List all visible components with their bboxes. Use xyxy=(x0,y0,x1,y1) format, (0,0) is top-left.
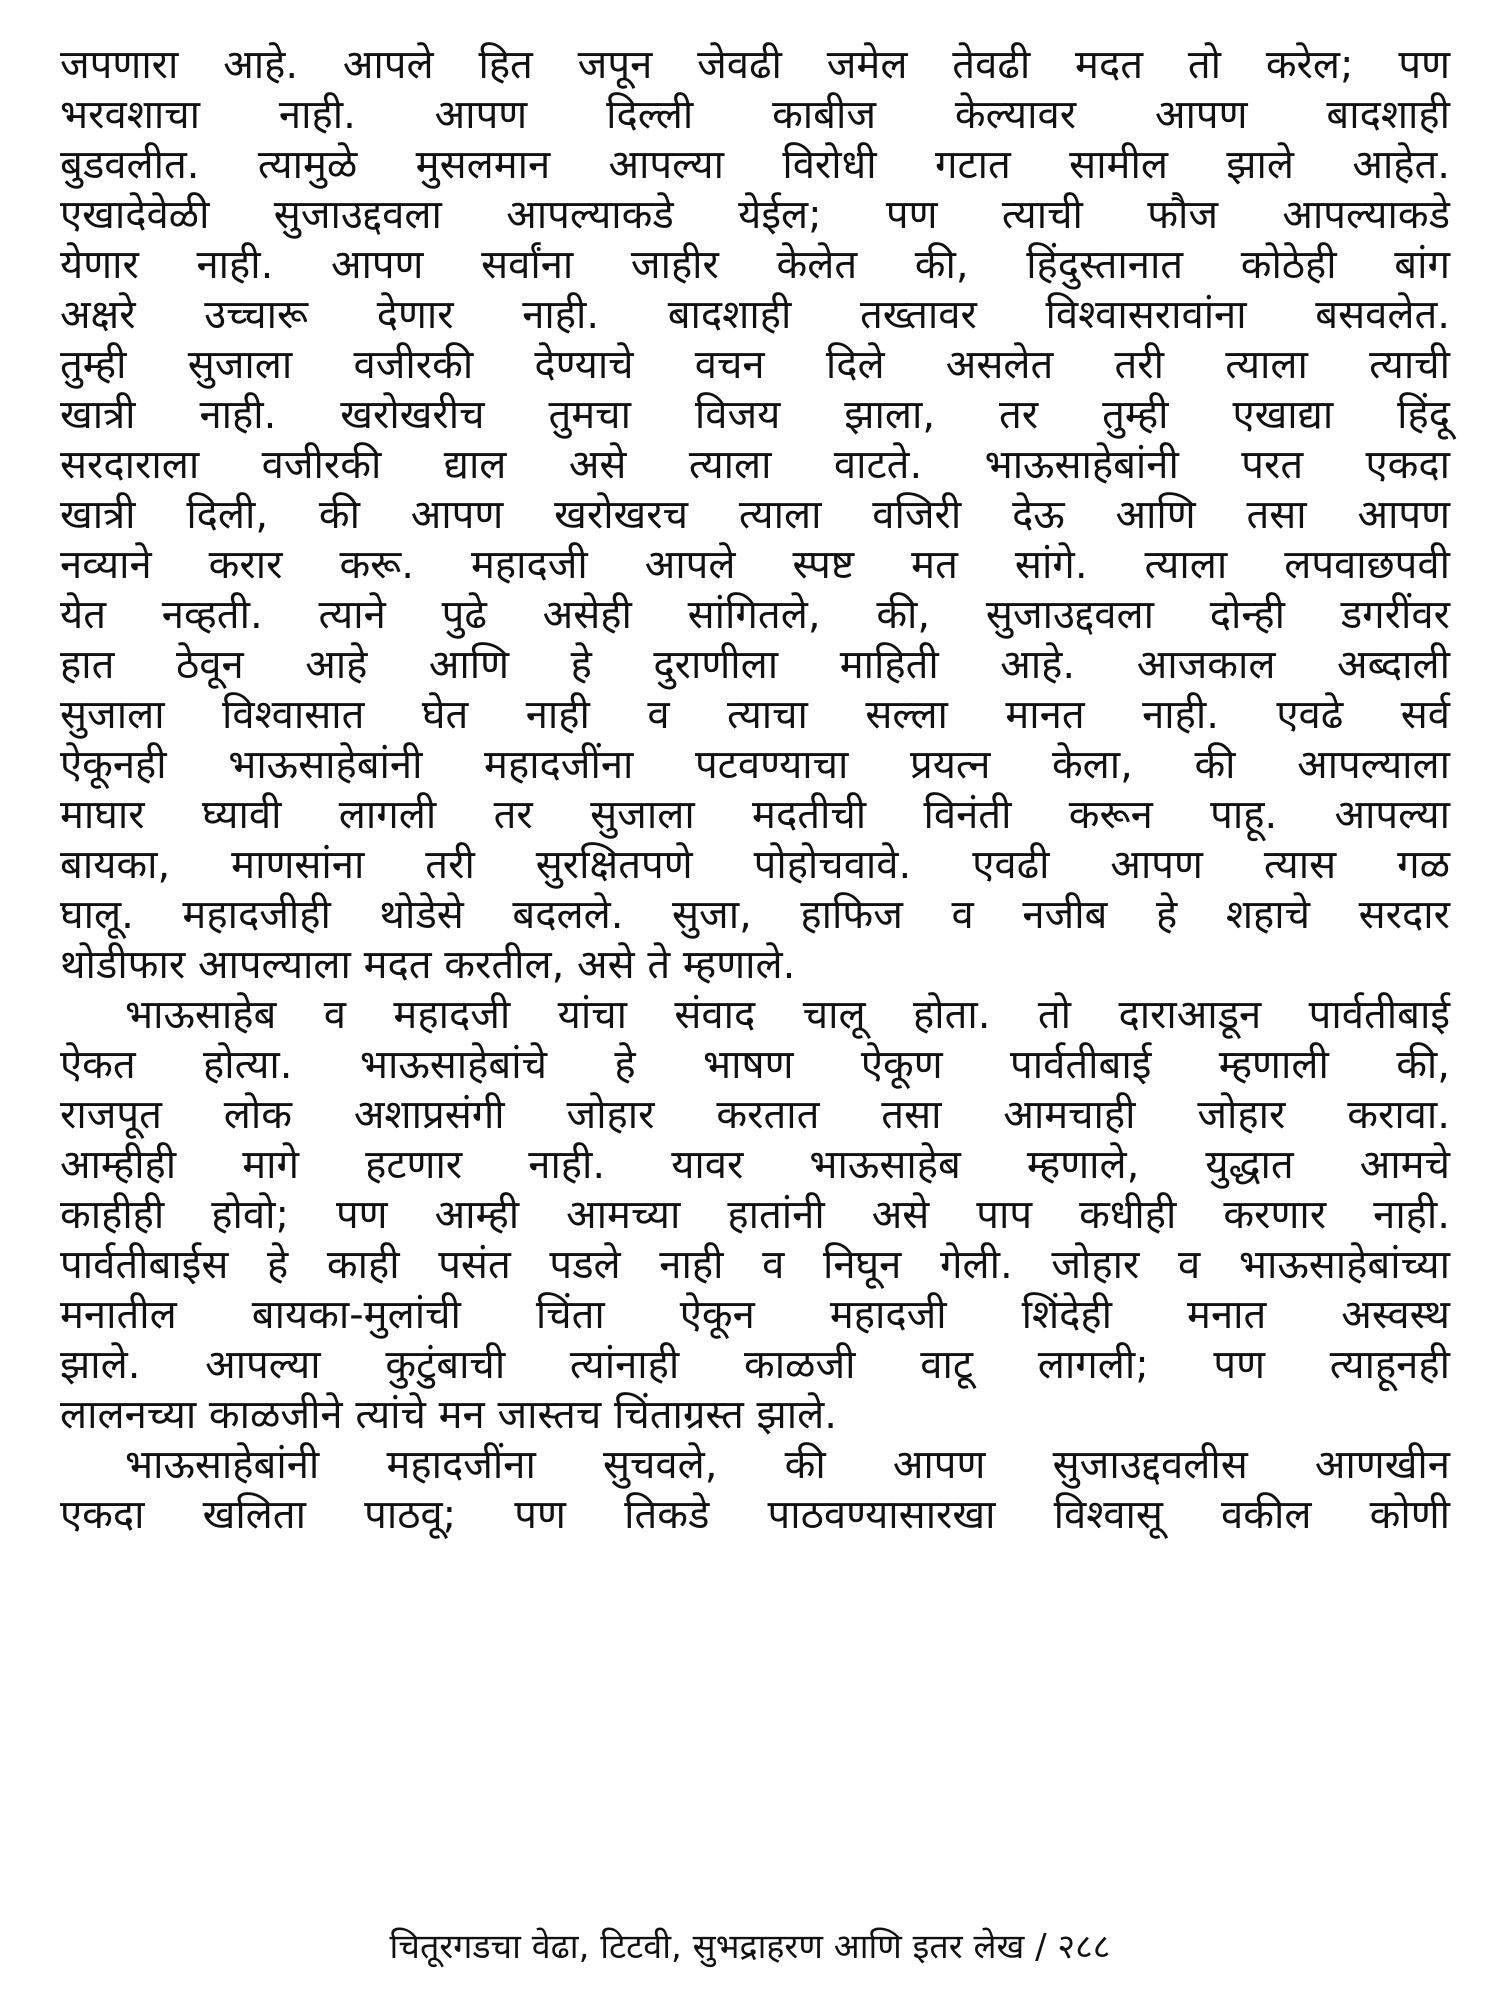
text-line: मनातील बायका-मुलांची चिंता ऐकून महादजी शिंदेही मनात अस्वस्थ xyxy=(60,1292,1450,1338)
text-line: थोडीफार आपल्याला मदत करतील, असे ते म्हणाले. xyxy=(60,942,796,988)
text-line: तुम्ही सुजाला वजीरकी देण्याचे वचन दिले असलेत तरी त्याला त्याची xyxy=(60,342,1450,388)
text-line: ऐकूनही भाऊसाहेबांनी महादजींना पटवण्याचा प्रयत्न केला, की आपल्याला xyxy=(60,742,1450,788)
text-line: पार्वतीबाईस हे काही पसंत पडले नाही व निघून गेली. जोहार व भाऊसाहेबांच्या xyxy=(60,1242,1450,1288)
text-line: बायका, माणसांना तरी सुरक्षितपणे पोहोचवावे. एवढी आपण त्यास गळ xyxy=(60,842,1450,888)
body-text xyxy=(60,40,1450,1540)
text-line: सुजाला विश्वासात घेत नाही व त्याचा सल्ला मानत नाही. एवढे सर्व xyxy=(60,692,1450,738)
text-line: भाऊसाहेबांनी महादजींना सुचवले, की आपण सुजाउद्दवलीस आणखीन xyxy=(125,1442,1450,1488)
text-line: येत नव्हती. त्याने पुढे असेही सांगितले, की, सुजाउद्दवला दोन्ही डगरींवर xyxy=(60,592,1450,638)
text-line: जपणारा आहे. आपले हित जपून जेवढी जमेल तेवढी मदत तो करेल; पण xyxy=(60,42,1450,88)
text-line: एकदा खलिता पाठवू; पण तिकडे पाठवण्यासारखा विश्वासू वकील कोणी xyxy=(60,1492,1450,1538)
text-line: सरदाराला वजीरकी द्याल असे त्याला वाटते. भाऊसाहेबांनी परत एकदा xyxy=(60,442,1450,488)
text-line: ऐकत होत्या. भाऊसाहेबांचे हे भाषण ऐकूण पार्वतीबाई म्हणाली की, xyxy=(60,1042,1450,1088)
text-line: खात्री नाही. खरोखरीच तुमचा विजय झाला, तर तुम्ही एखाद्या हिंदू xyxy=(60,392,1450,438)
text-line: माघार घ्यावी लागली तर सुजाला मदतीची विनंती करून पाहू. आपल्या xyxy=(60,792,1450,838)
text-line: नव्याने करार करू. महादजी आपले स्पष्ट मत सांगे. त्याला लपवाछपवी xyxy=(60,542,1450,588)
text-line: अक्षरे उच्चारू देणार नाही. बादशाही तख्तावर विश्वासरावांना बसवलेत. xyxy=(60,292,1450,338)
text-line: झाले. आपल्या कुटुंबाची त्यांनाही काळजी वाटू लागली; पण त्याहूनही xyxy=(60,1342,1450,1388)
text-line: लालनच्या काळजीने त्यांचे मन जास्तच चिंताग्रस्त झाले. xyxy=(60,1392,837,1438)
text-line: बुडवलीत. त्यामुळे मुसलमान आपल्या विरोधी गटात सामील झाले आहेत. xyxy=(60,142,1450,188)
page-footer: चितूरगडचा वेढा, टिटवी, सुभद्राहरण आणि इतर लेख / २८८ xyxy=(389,1927,1111,1967)
text-line: खात्री दिली, की आपण खरोखरच त्याला वजिरी देऊ आणि तसा आपण xyxy=(60,492,1450,538)
text-line: एखादेवेळी सुजाउद्दवला आपल्याकडे येईल; पण त्याची फौज आपल्याकडे xyxy=(60,192,1450,238)
text-line: हात ठेवून आहे आणि हे दुराणीला माहिती आहे. आजकाल अब्दाली xyxy=(60,642,1450,688)
text-line: काहीही होवो; पण आम्ही आमच्या हातांनी असे पाप कधीही करणार नाही. xyxy=(60,1192,1450,1238)
text-line: भाऊसाहेब व महादजी यांचा संवाद चालू होता. तो दाराआडून पार्वतीबाई xyxy=(125,992,1450,1038)
text-line: राजपूत लोक अशाप्रसंगी जोहार करतात तसा आमचाही जोहार करावा. xyxy=(60,1092,1450,1138)
text-line: येणार नाही. आपण सर्वांना जाहीर केलेत की, हिंदुस्तानात कोठेही बांग xyxy=(60,242,1450,288)
text-line: आम्हीही मागे हटणार नाही. यावर भाऊसाहेब म्हणाले, युद्धात आमचे xyxy=(60,1142,1450,1188)
text-line: घालू. महादजीही थोडेसे बदलले. सुजा, हाफिज व नजीब हे शहाचे सरदार xyxy=(60,892,1450,938)
text-line: भरवशाचा नाही. आपण दिल्ली काबीज केल्यावर आपण बादशाही xyxy=(60,92,1450,138)
